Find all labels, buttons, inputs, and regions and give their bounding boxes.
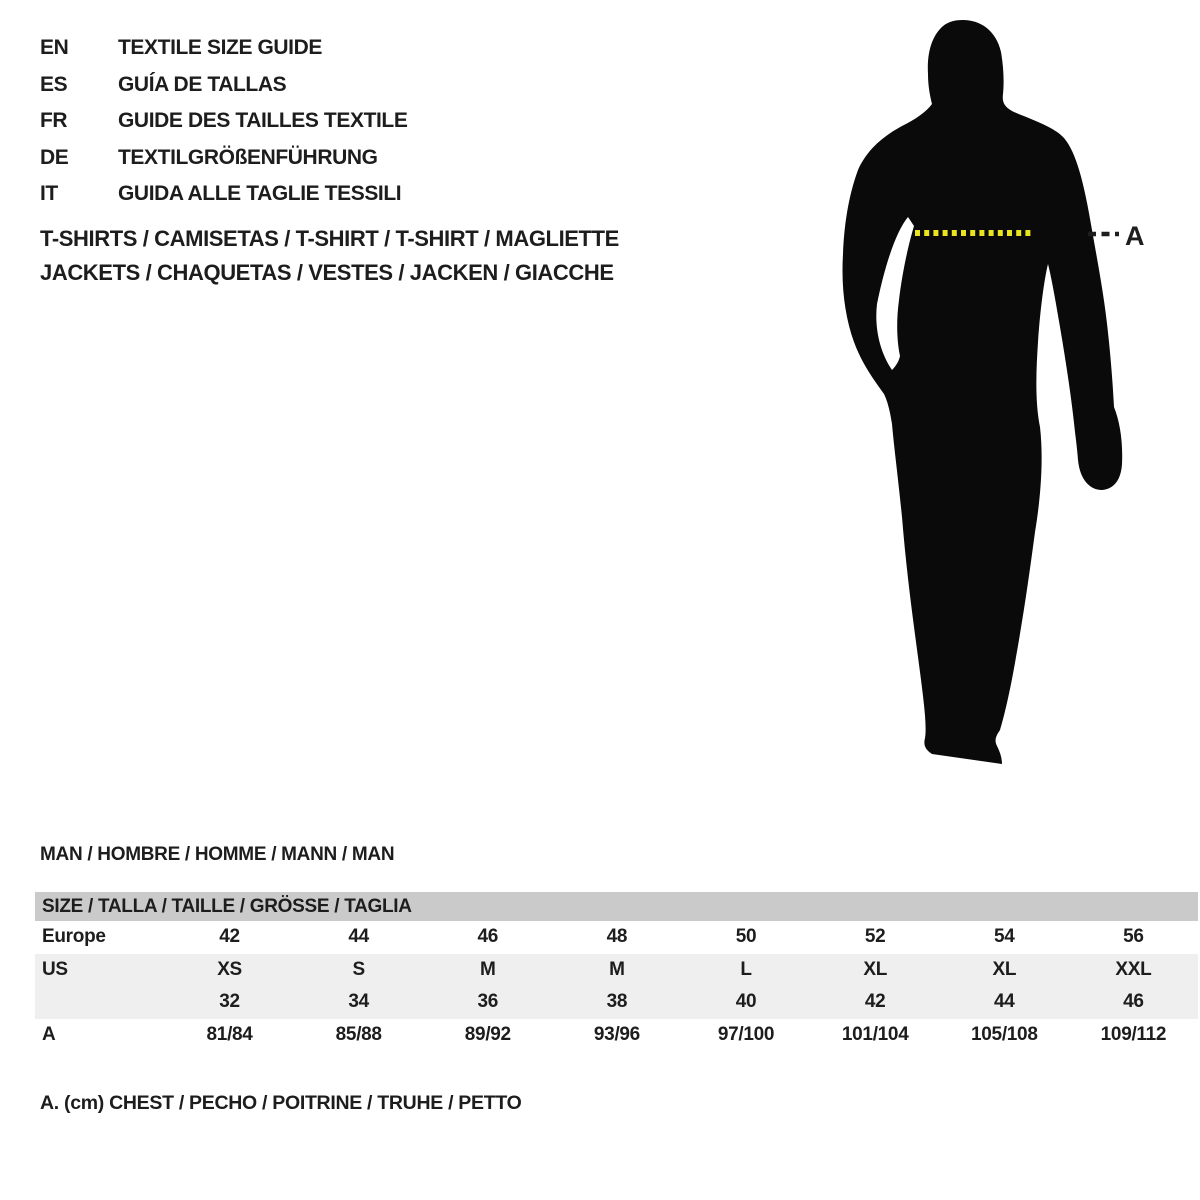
size-cell: 56 — [1123, 926, 1144, 947]
silhouette-body — [842, 20, 1122, 764]
row-label — [35, 986, 165, 1019]
language-row-it — [40, 176, 407, 213]
size-cell: 46 — [477, 926, 499, 947]
language-title: GUÍA DE TALLAS — [118, 72, 287, 96]
size-cell: 105/108 — [971, 1023, 1038, 1045]
language-code: FR — [40, 109, 68, 133]
size-cell: 85/88 — [335, 1023, 382, 1045]
row-label: Europe — [42, 926, 106, 947]
size-cell: 109/112 — [1100, 1023, 1167, 1045]
size-table-header: SIZE / TALLA / TAILLE / GRÖSSE / TAGLIA — [35, 892, 1198, 921]
language-guide-list — [40, 30, 407, 213]
size-cell: 81/84 — [206, 1023, 253, 1045]
size-cell: XXL — [1115, 958, 1152, 980]
size-cell: XL — [863, 958, 888, 980]
product-categories — [40, 222, 619, 290]
row-label: US — [42, 958, 68, 980]
category-line-tshirts: T-SHIRTS / CAMISETAS / T-SHIRT / T-SHIRT / MAGLIETTE — [40, 226, 619, 251]
size-cell: 44 — [348, 926, 369, 947]
size-cell: 32 — [219, 991, 240, 1012]
size-cell: 48 — [606, 926, 628, 947]
size-cell: 93/96 — [593, 1023, 640, 1045]
section-title-man: MAN / HOMBRE / HOMME / MANN / MAN — [40, 844, 395, 865]
language-title: GUIDA ALLE TAGLIE TESSILI — [118, 182, 402, 206]
size-cell: 44 — [994, 991, 1015, 1012]
size-cell: 42 — [864, 991, 886, 1012]
language-code: ES — [40, 72, 68, 96]
size-cell: 46 — [1123, 991, 1144, 1012]
size-cell: S — [352, 958, 365, 980]
size-cell: M — [480, 958, 496, 980]
category-line-jackets: JACKETS / CHAQUETAS / VESTES / JACKEN / GIACCHE — [40, 260, 614, 285]
language-row-es — [40, 67, 407, 104]
size-cell: 97/100 — [717, 1023, 775, 1045]
annotation-label: A — [1125, 221, 1145, 251]
table-row-europe — [35, 921, 1198, 954]
size-cell: 42 — [219, 926, 240, 947]
size-cell: 101/104 — [841, 1023, 909, 1045]
language-row-en — [40, 30, 407, 67]
language-row-fr — [40, 103, 407, 140]
size-table — [35, 892, 1198, 1051]
size-cell: 34 — [348, 991, 369, 1012]
table-row-chest — [35, 1019, 1198, 1052]
size-cell: M — [609, 958, 625, 980]
table-row-us-numeric — [35, 986, 1198, 1019]
size-cell: 40 — [735, 991, 757, 1012]
size-cell: 54 — [994, 926, 1015, 947]
language-code: EN — [40, 36, 69, 59]
language-title: TEXTILE SIZE GUIDE — [118, 36, 322, 59]
language-code: DE — [40, 145, 69, 169]
man-silhouette — [828, 12, 1148, 787]
language-title: GUIDE DES TAILLES TEXTILE — [118, 109, 408, 133]
size-cell: XL — [992, 958, 1017, 980]
language-row-de — [40, 140, 407, 177]
size-cell: XS — [217, 958, 242, 980]
language-code: IT — [40, 182, 58, 206]
size-cell: 89/92 — [464, 1023, 511, 1045]
language-title: TEXTILGRÖßENFÜHRUNG — [118, 145, 378, 169]
table-row-us — [35, 954, 1198, 987]
size-cell: 38 — [606, 991, 628, 1012]
row-label: A — [42, 1023, 56, 1045]
size-cell: 52 — [864, 926, 886, 947]
measurement-footnote: A. (cm) CHEST / PECHO / POITRINE / TRUHE / PETTO — [40, 1092, 522, 1114]
size-cell: 50 — [735, 926, 757, 947]
size-cell: 36 — [477, 991, 499, 1012]
size-cell: L — [740, 958, 752, 980]
